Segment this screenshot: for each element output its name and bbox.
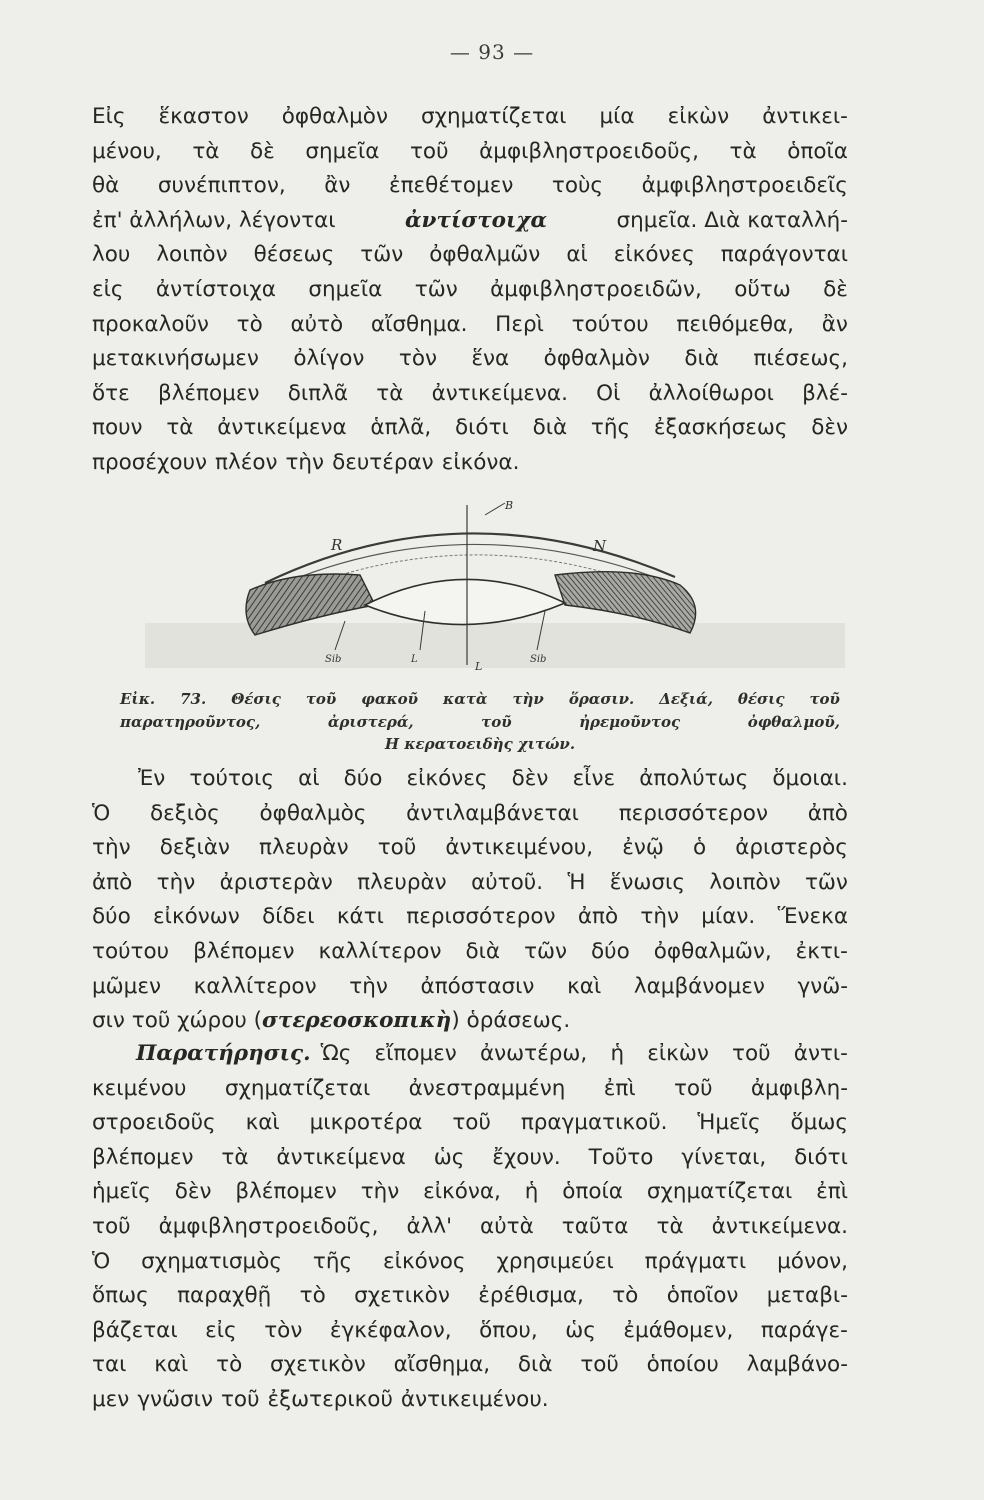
word: τὰ xyxy=(376,380,404,406)
word: εἰκόνες xyxy=(613,242,695,268)
word: τοῦ xyxy=(809,690,840,708)
word: πλευρὰν xyxy=(259,835,349,861)
word: ἐξασκήσεως xyxy=(653,415,788,441)
word: ἐπὶ xyxy=(816,1179,848,1205)
text-line xyxy=(92,100,848,135)
word: προσέχουν xyxy=(92,449,208,475)
word: δὲ xyxy=(823,276,848,302)
word: θέσεως xyxy=(253,242,335,268)
word: τοῦ xyxy=(220,1386,260,1412)
word: εἰς xyxy=(205,1317,237,1343)
word: παρατηροῦντος, xyxy=(120,712,261,731)
word: ἀπὸ xyxy=(577,904,619,930)
word: ἀπὸ xyxy=(807,800,848,826)
text-line xyxy=(92,1348,848,1383)
word: ἀμφιβληστροειδοῦς, xyxy=(479,138,699,164)
word: εἰκὼν xyxy=(647,1041,709,1066)
word: τούτοις xyxy=(189,766,274,791)
word: ἐκτι- xyxy=(795,938,848,964)
word: τὸ xyxy=(216,1352,243,1378)
word: δὲν xyxy=(174,1179,212,1205)
text-line xyxy=(92,446,848,481)
word: ἀνεστραμμένη xyxy=(408,1075,566,1101)
word: δὲ xyxy=(250,138,275,164)
word: ὁ xyxy=(692,835,707,861)
word: εἴπομεν xyxy=(374,1041,457,1066)
word: εἰκόνος xyxy=(383,1248,466,1274)
word: καὶ xyxy=(245,1110,280,1136)
word: τὸ xyxy=(299,1283,326,1309)
word: λαμβάνο- xyxy=(746,1352,848,1378)
word: γνῶσιν xyxy=(137,1386,213,1412)
word: εἰκὼν xyxy=(667,104,730,129)
word: τοῦ xyxy=(481,712,512,731)
word: τοῦ xyxy=(452,1110,491,1136)
word: βλέ- xyxy=(802,380,848,406)
word: διπλᾶ xyxy=(287,380,348,406)
word: ἀλλοίθωροι xyxy=(648,380,774,406)
word: γνῶ- xyxy=(797,973,848,999)
word: ὅμως xyxy=(790,1110,848,1136)
word: ἀπόστασιν xyxy=(420,973,535,999)
word: πιέσεως, xyxy=(753,346,848,372)
word: Ἐν xyxy=(138,766,166,791)
word: ἡ xyxy=(610,1041,625,1066)
word: ὁποῖα xyxy=(787,138,848,164)
word: παράγονται xyxy=(720,242,848,268)
text-line-part: σιν τοῦ χώρου ( xyxy=(92,1008,263,1034)
word: ἐνῷ xyxy=(622,835,664,861)
text-line xyxy=(92,169,848,204)
word: αἴσθημα. xyxy=(370,311,468,337)
text-line xyxy=(92,1175,848,1210)
word: ὀφθαλμῶν, xyxy=(653,938,772,964)
word: τοῦ xyxy=(409,138,449,164)
word: τῆς xyxy=(312,1248,353,1274)
word: στροειδοῦς xyxy=(92,1110,216,1136)
word: ἡ xyxy=(524,1179,539,1205)
emphasis-stereoskopiki: στερεοσκοπικὴ xyxy=(262,1008,452,1034)
word: καὶ xyxy=(154,1352,189,1378)
word: σχετικὸν xyxy=(354,1283,450,1309)
word: μία xyxy=(599,104,635,129)
word: ἡμεῖς xyxy=(92,1179,151,1205)
word: σχηματίζεται xyxy=(224,1075,371,1101)
word: ὅπως xyxy=(92,1283,149,1309)
word: Ἕνεκα xyxy=(777,904,848,930)
word: ἂν xyxy=(821,311,848,337)
word: βλέπομεν xyxy=(193,938,295,964)
word: ὅπου, xyxy=(479,1317,538,1343)
word: ὅμοιαι. xyxy=(772,766,848,791)
word: τὰ xyxy=(729,138,757,164)
word: Δεξιά, xyxy=(659,690,713,708)
text-line xyxy=(92,762,848,797)
word: τὸ xyxy=(236,311,263,337)
word: καὶ xyxy=(567,973,602,999)
paragraph-stereoscopic-vision xyxy=(92,762,848,1039)
word: κάτι xyxy=(336,904,384,930)
word: ὀφθαλμῶν xyxy=(429,242,541,268)
word: χρησιμεύει xyxy=(496,1248,614,1274)
word: Ὡς xyxy=(320,1041,352,1066)
word: λαμβάνομεν xyxy=(633,973,765,999)
word: κατὰ xyxy=(443,690,488,708)
word: Τοῦτο xyxy=(588,1144,654,1170)
word: τὸ xyxy=(612,1283,639,1309)
word: δύο xyxy=(343,766,383,791)
observation-heading: Παρατήρησις. xyxy=(136,1041,311,1066)
word: ἁπλᾶ, xyxy=(370,415,432,441)
label-sib-left: Sib xyxy=(325,654,342,665)
word: δὲν xyxy=(511,766,549,791)
eye-lens-illustration xyxy=(145,495,845,687)
word: ἀντικείμενα xyxy=(276,1144,406,1170)
word: 73. xyxy=(180,690,207,708)
word: λου xyxy=(92,242,131,268)
word: πειθόμεθα, xyxy=(676,311,795,337)
word: σχηματίζεται xyxy=(420,104,567,129)
text-line xyxy=(92,935,848,970)
word: Ὁ xyxy=(92,800,111,826)
word: δὲν xyxy=(811,415,848,441)
word: μετακινήσωμεν xyxy=(92,346,259,372)
word: διὰ xyxy=(684,346,719,372)
word: τὴν xyxy=(360,1179,400,1205)
figure-caption xyxy=(120,688,840,756)
word: ὡς xyxy=(433,1144,465,1170)
word: τὸν xyxy=(398,346,437,372)
word: διότι xyxy=(794,1144,848,1170)
word: δίδει xyxy=(262,904,315,930)
word: διὰ xyxy=(532,415,568,441)
word: τῶν xyxy=(524,938,568,964)
text-line xyxy=(92,1037,848,1072)
word: αἴσθημα, xyxy=(393,1352,491,1378)
word: τοῦ xyxy=(673,1075,713,1101)
word: ἀπὸ xyxy=(92,869,133,895)
word: ἀντικείμενα. xyxy=(431,380,568,406)
text-line xyxy=(92,831,848,866)
word: εἰκόνων xyxy=(153,904,240,930)
label-sib-right: Sib xyxy=(530,654,547,665)
word: εἰκόνα. xyxy=(441,449,520,475)
word: Ἡμεῖς xyxy=(697,1110,761,1136)
word: τὴν xyxy=(512,690,544,708)
word: ταῦτα xyxy=(561,1213,629,1239)
word: ἠρεμοῦντος xyxy=(579,712,681,731)
word: δύο xyxy=(591,938,630,964)
word: ἐξωτερικοῦ xyxy=(267,1386,393,1412)
text-line xyxy=(92,1210,848,1245)
word: μίαν. xyxy=(701,904,756,930)
word: περισσότερον xyxy=(406,904,556,930)
word: δευτέραν xyxy=(332,449,434,475)
word: αἱ xyxy=(566,242,588,268)
word: βάζεται xyxy=(92,1317,178,1343)
word: ὀφθαλμὸς xyxy=(259,800,367,826)
word: τὴν xyxy=(349,973,388,999)
word: τὰ xyxy=(192,138,220,164)
text-line xyxy=(92,1314,848,1349)
text-line-part: ἐπ' ἀλλήλων, λέγονται xyxy=(92,207,336,233)
word: ἀνωτέρω, xyxy=(480,1041,588,1066)
word: ὀφθαλμὸν xyxy=(543,346,650,372)
word: τοῦ xyxy=(92,1213,131,1239)
word: ἐμάθομεν, xyxy=(623,1317,734,1343)
word: εἰκόνα, xyxy=(423,1179,501,1205)
word: ἀντικείμενα. xyxy=(711,1213,848,1239)
text-line-part: ) ὁράσεως. xyxy=(451,1008,571,1034)
word: τὴν xyxy=(156,869,196,895)
word: πραγματικοῦ. xyxy=(520,1110,668,1136)
word: παραχθῇ xyxy=(177,1283,272,1309)
word: αἱ xyxy=(298,766,320,791)
word: γίνεται, xyxy=(681,1144,767,1170)
word: τούτου xyxy=(92,938,170,964)
word: παράγε- xyxy=(760,1317,848,1343)
text-line xyxy=(92,308,848,343)
text-line xyxy=(92,238,848,273)
word: εἶνε xyxy=(572,766,616,791)
word: μόνον, xyxy=(777,1248,848,1274)
word: συνέπιπτον, xyxy=(157,173,286,199)
word: τὰ xyxy=(166,415,194,441)
word: βλέπομεν xyxy=(235,1179,337,1205)
word: τῆς xyxy=(590,415,631,441)
word: διὰ xyxy=(465,938,501,964)
word: αὐτὰ xyxy=(480,1213,534,1239)
word: ἀριστερὸς xyxy=(735,835,848,861)
text-line xyxy=(92,204,848,239)
word: μένου, xyxy=(92,138,162,164)
text-line-part: σημεῖα. Διὰ καταλλή- xyxy=(616,207,848,233)
text-line xyxy=(92,377,848,412)
word: ἀμφιβληστροειδοῦς, xyxy=(158,1213,379,1239)
label-l-left: L xyxy=(411,654,418,665)
word: σημεῖα xyxy=(308,276,383,302)
word: προκαλοῦν xyxy=(92,311,209,337)
text-line xyxy=(92,1383,848,1418)
word: περισσότερον xyxy=(618,800,768,826)
word: ἀντι- xyxy=(793,1041,848,1066)
word: ἀντικειμένου. xyxy=(400,1386,549,1412)
text-line xyxy=(92,1279,848,1314)
word: τὸν xyxy=(264,1317,303,1343)
word: δύο xyxy=(92,904,131,930)
text-line xyxy=(92,1245,848,1280)
word: Ὁ xyxy=(92,1248,111,1274)
word: τῶν xyxy=(414,276,458,302)
text-line xyxy=(92,900,848,935)
word: ἕκαστον xyxy=(158,104,249,129)
word: λοιπὸν xyxy=(709,869,781,895)
text-line xyxy=(92,273,848,308)
figure-eye-lens-diagram xyxy=(145,495,845,687)
paragraph-observation xyxy=(92,1037,848,1418)
text-line xyxy=(92,970,848,1005)
emphasis-antistoicha: ἀντίστοιχα xyxy=(405,207,548,233)
word: ἀμφιβληστροειδεῖς xyxy=(641,173,848,199)
word: ὡς xyxy=(565,1317,596,1343)
word: ἀντίστοιχα xyxy=(155,276,276,302)
word: πουν xyxy=(92,415,143,441)
word: τοῦ xyxy=(377,835,417,861)
word: τοῦ xyxy=(580,1352,619,1378)
word: τοῦ xyxy=(732,1041,771,1066)
word: Θέσις xyxy=(231,690,281,708)
word: λοιπὸν xyxy=(156,242,228,268)
word: ἐπεθέτομεν xyxy=(388,173,514,199)
word: τῶν xyxy=(804,869,848,895)
caption-line xyxy=(120,711,840,734)
word: τοῦ xyxy=(305,690,337,708)
word: ἔχουν. xyxy=(492,1144,561,1170)
word: θέσις xyxy=(737,690,785,708)
word: ἀλλ' xyxy=(406,1213,452,1239)
text-line xyxy=(92,797,848,832)
word: ἐρέθισμα, xyxy=(478,1283,584,1309)
figure-background-band xyxy=(145,623,845,668)
word: ἀμφιβλη- xyxy=(750,1075,848,1101)
page-number: — 93 — xyxy=(449,40,535,64)
word: ὁποίου xyxy=(646,1352,719,1378)
word: τὴν xyxy=(285,449,325,475)
word: Εἰκ. xyxy=(120,690,156,708)
word: καλλίτερον xyxy=(193,973,317,999)
word: δεξιὰν xyxy=(159,835,230,861)
word: ἕνωσις xyxy=(609,869,685,895)
word: μικροτέρα xyxy=(309,1110,423,1136)
word: ὅτε xyxy=(92,380,130,406)
word: ἐγκέφαλον, xyxy=(329,1317,452,1343)
word: οὕτω xyxy=(734,276,791,302)
word: τῶν xyxy=(360,242,404,268)
word: ὀφθαλμὸν xyxy=(281,104,388,129)
word: τοὺς xyxy=(551,173,604,199)
word: θὰ xyxy=(92,173,120,199)
text-line xyxy=(92,411,848,446)
word: τὰ xyxy=(221,1144,249,1170)
word: κειμένου xyxy=(92,1075,187,1101)
word: σχετικὸν xyxy=(270,1352,366,1378)
caption-line: Η κερατοειδὴς χιτών. xyxy=(384,735,576,753)
word: σημεῖα xyxy=(305,138,380,164)
word: ἀντικειμένου, xyxy=(445,835,594,861)
text-line xyxy=(92,342,848,377)
word: μεταβι- xyxy=(766,1283,848,1309)
word: τούτου xyxy=(571,311,649,337)
word: διὰ xyxy=(517,1352,553,1378)
word: ἂν xyxy=(324,173,351,199)
word: ὅρασιν. xyxy=(568,690,635,708)
caption-line xyxy=(120,688,840,711)
word: ἕνα xyxy=(471,346,510,372)
word: ἐπὶ xyxy=(603,1075,636,1101)
label-l-center: L xyxy=(475,660,483,673)
word: βλέπομεν xyxy=(92,1144,194,1170)
word: ἀπολύτως xyxy=(639,766,749,791)
word: ἀριστερὰν xyxy=(219,869,333,895)
word: ὀφθαλμοῦ, xyxy=(747,712,840,731)
word: μεν xyxy=(92,1386,130,1412)
word: ἀριστερά, xyxy=(327,712,414,731)
word: ὁποία xyxy=(562,1179,623,1205)
text-line xyxy=(92,1141,848,1176)
word: Ἡ xyxy=(567,869,586,895)
word: σχηματίζεται xyxy=(646,1179,793,1205)
label-n: N xyxy=(593,537,607,555)
word: Περὶ xyxy=(495,311,544,337)
text-line xyxy=(92,1106,848,1141)
word: τὰ xyxy=(656,1213,684,1239)
word: φακοῦ xyxy=(361,690,419,708)
word: Εἰς xyxy=(92,104,126,129)
word: Οἱ xyxy=(596,380,621,406)
word: δεξιὸς xyxy=(149,800,220,826)
word: διότι xyxy=(455,415,509,441)
label-r: R xyxy=(331,536,343,554)
text-line xyxy=(92,866,848,901)
word: αὐτοῦ. xyxy=(471,869,544,895)
text-line xyxy=(92,1004,848,1039)
lens-shape xyxy=(365,579,565,624)
text-line xyxy=(92,1072,848,1107)
word: μῶμεν xyxy=(92,973,161,999)
paragraph-binocular-images xyxy=(92,100,848,481)
word: τὴν xyxy=(92,835,131,861)
word: ται xyxy=(92,1352,127,1378)
word: εἰκόνες xyxy=(406,766,488,791)
word: πλευρὰν xyxy=(357,869,447,895)
word: ἀντικείμενα xyxy=(217,415,347,441)
word: ἀμφιβληστροειδῶν, xyxy=(490,276,702,302)
word: ὀλίγον xyxy=(293,346,365,372)
word: βλέπομεν xyxy=(157,380,260,406)
word: πλέον xyxy=(215,449,278,475)
text-line xyxy=(92,135,848,170)
word: τὴν xyxy=(640,904,679,930)
word: αὐτὸ xyxy=(290,311,344,337)
word: εἰς xyxy=(92,276,124,302)
word: σχηματισμὸς xyxy=(141,1248,282,1274)
word: ἀντικει- xyxy=(762,104,848,129)
word: ἀντιλαμβάνεται xyxy=(406,800,579,826)
label-b: B xyxy=(505,499,514,512)
word: καλλίτερον xyxy=(318,938,442,964)
text-line-part xyxy=(321,1037,848,1072)
word: πράγματι xyxy=(644,1248,747,1274)
word: ὁποῖον xyxy=(666,1283,739,1309)
